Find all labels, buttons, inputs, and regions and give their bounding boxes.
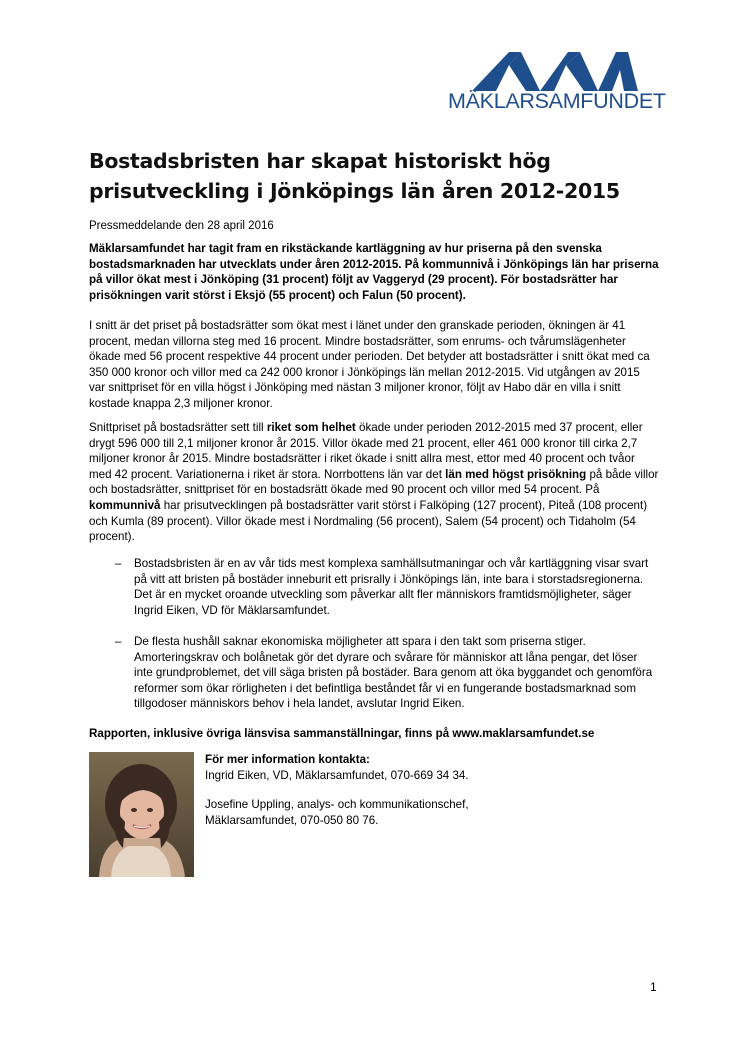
logo-wordmark: MÄKLARSAMFUNDET (448, 89, 666, 113)
bold-run: riket som helhet (266, 421, 356, 434)
text-run: Snittpriset på bostadsrätter sett till (89, 421, 267, 434)
dash-bullet: – (115, 635, 122, 648)
contact-heading: För mer information kontakta: (205, 753, 370, 766)
press-release-date: Pressmeddelande den 28 april 2016 (89, 220, 274, 232)
bold-run: kommunnivå (89, 498, 161, 512)
contact-line: Mäklarsamfundet, 070-050 80 76. (205, 813, 379, 827)
contact-line: Ingrid Eiken, VD, Mäklarsamfundet, 070-669 34 34. (205, 768, 469, 782)
portrait-photo (89, 752, 194, 877)
quote-text: Bostadsbristen är en av vår tids mest komplexa samhällsutmaningar och vår kartläggning visar svart på vitt att bristen på bostäder inneburit ett prisrally i Jönköpings län, inte bara i storstadsregionerna. Det är en mycket oroande utveckling som påverkar allt fler människors framtidsmöjligheter, säger Ingrid Eiken, VD för Mäklarsamfundet. (134, 557, 649, 617)
contact-block (205, 752, 645, 828)
body-paragraph-2 (89, 420, 659, 545)
body-paragraph-1: I snitt är det priset på bostadsrätter som ökat mest i länet under den granskade perioden, ökningen är 41 procent, medan villorna steg med 16 procent. Mindre bostadsrätter, som enrums- och tvårumslägenheter ökade med 56 procent respektive 44 procent under perioden. Det betyder att bostadsrätter i snitt ökat med ca 350 000 kronor och villor med ca 242 000 kronor i Jönköpings län mellan 2012-2015. Vid utgången av 2015 var snittpriset för en villa högst i Jönköping med nästan 3 miljoner kronor, följt av Habo där en villa i snitt kostade knappa 2,3 miljoner kronor. (89, 319, 650, 410)
logo-roofs-icon (448, 52, 658, 92)
text-run: har prisutvecklingen på bostadsrätter varit störst i Falköping (127 procent), Piteå (108 procent) och Kumla (89 procent). Villor ökade mest i Nordmaling (56 procent), Salem (54 procent) och Tidaholm (54 procent). (89, 498, 648, 544)
bold-run: län med högst prisökning (445, 467, 587, 481)
maklarsamfundet-logo (448, 52, 666, 118)
text-run: på både villor och bostadsrätter, snittpriset för en bostadsrätt ökade med 90 procent och villor med 54 procent. På (89, 467, 659, 497)
contact-line: Josefine Uppling, analys- och kommunikationschef, (205, 798, 469, 812)
dash-bullet: – (115, 557, 122, 570)
page-title: Bostadsbristen har skapat historiskt hög prisutveckling i Jönköpings län åren 2012-2015 (89, 149, 620, 203)
text-run: ökade under perioden 2012-2015 med 37 procent, eller drygt 596 000 till 2,1 miljoner kronor år 2015. Villor ökade med 21 procent, eller 461 000 kronor till cirka 2,7 miljoner kronor år 2015. Mindre bostadsrätter i riket ökade i snitt allra mest, ettor med 40 procent och tvåor med 42 procent. Variationerna i riket är stora. Norrbottens län var det (89, 421, 643, 481)
lead-paragraph: Mäklarsamfundet har tagit fram en rikstäckande kartläggning av hur priserna på den svenska bostadsmarknaden har utvecklats under åren 2012-2015. På kommunnivå i Jönköpings län har priserna på villor ökat mest i Jönköping (31 procent) följt av Vaggeryd (29 procent). För bostadsrätter har prisökningen varit störst i Eksjö (55 procent) och Falun (50 procent). (89, 242, 659, 302)
quote-text: De flesta hushåll saknar ekonomiska möjligheter att spara i den takt som priserna stiger. Amorteringskrav och bolånetak gör det dyrare och svårare för människor att låna pengar, det löser inte grundproblemet, det vill säga bristen på bostäder. Bara genom att öka byggandet och genomföra reformer som ökar rörligheten i det befintliga beståndet får vi en fungerande bostadsmarknad som tillgodoser människors behov i hela landet, avslutar Ingrid Eiken. (134, 635, 653, 711)
page-number: 1 (650, 980, 657, 994)
report-link-line: Rapporten, inklusive övriga länsvisa sammanställningar, finns på www.maklarsamfundet.se (89, 727, 595, 740)
